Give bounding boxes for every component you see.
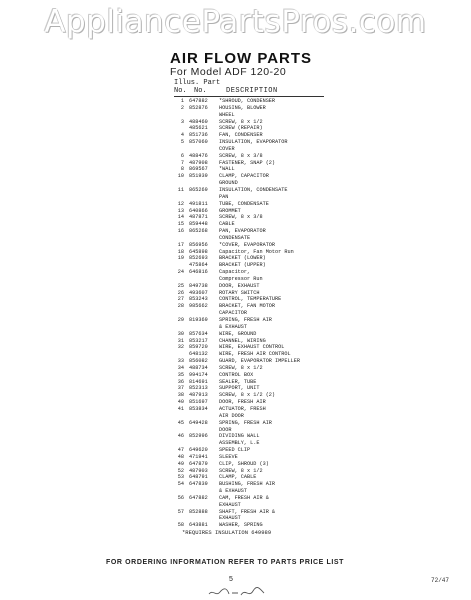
part-description: GUARD, EVAPORATOR IMPELLER: [219, 358, 300, 365]
parts-list: [174, 98, 374, 529]
part-number: 647882: [189, 98, 208, 104]
part-description: SCREW (REPAIR): [219, 125, 263, 132]
part-description: CONTROL BOX: [219, 371, 254, 378]
parts-row: [174, 173, 374, 180]
parts-row: [174, 98, 374, 105]
parts-row: [174, 324, 374, 331]
parts-row: [174, 194, 374, 201]
parts-row: [174, 262, 374, 269]
illus-no: 18: [177, 248, 184, 255]
parts-row: [174, 214, 374, 221]
part-description: SCREW, 8 x 1/2: [219, 118, 263, 125]
part-number: 852996: [189, 433, 208, 440]
parts-row: [174, 365, 374, 372]
parts-row: [174, 221, 374, 228]
illus-no: 56: [177, 494, 184, 501]
part-description: CLIP, SHROUD (3): [219, 460, 269, 467]
part-description: BUSHING, FRESH AIR: [219, 481, 276, 488]
parts-row: [174, 242, 374, 249]
parts-row: [174, 379, 374, 386]
part-number: 857060: [189, 139, 208, 146]
part-number: 985662: [189, 303, 208, 310]
part-number: 471941: [189, 453, 208, 460]
part-description: PAN, EVAPORATOR: [219, 228, 266, 235]
illus-no: 19: [177, 255, 184, 262]
part-description: SHAFT, FRESH AIR &: [219, 508, 276, 515]
parts-row: [174, 201, 374, 208]
part-number: 487908: [189, 159, 208, 166]
part-number: 851736: [189, 132, 208, 139]
part-description: TUBE, CONDENSATE: [219, 200, 269, 207]
parts-row: [174, 474, 374, 481]
part-description: & EXHAUST: [219, 323, 248, 330]
parts-row: [174, 125, 374, 132]
parts-row: [174, 385, 374, 392]
footnote: *REQUIRES INSULATION 649989: [182, 529, 272, 536]
part-description: WHEEL: [219, 111, 235, 118]
part-description: WASHER, SPRING: [219, 522, 263, 529]
page-number: 5: [229, 576, 233, 583]
parts-row: [174, 160, 374, 167]
illus-no: 8: [180, 166, 184, 173]
parts-row: [174, 208, 374, 215]
parts-row: [174, 406, 374, 413]
parts-row: [174, 132, 374, 139]
part-description: SCREW, 8 x 1/2: [219, 364, 263, 371]
part-description: CONTROL, TEMPERATURE: [219, 296, 282, 303]
parts-row: [174, 331, 374, 338]
parts-row: [174, 283, 374, 290]
part-description: *WALL: [219, 166, 235, 173]
illus-no: 38: [177, 392, 184, 399]
column-header-part-no: No.: [194, 87, 207, 95]
illus-no: 40: [177, 399, 184, 406]
part-number: 493607: [189, 289, 208, 296]
part-description: SEALER, TUBE: [219, 378, 257, 385]
part-description: INSULATION, EVAPORATOR: [219, 139, 288, 146]
illus-no: 52: [177, 467, 184, 474]
parts-row: [174, 372, 374, 379]
illus-no: 13: [177, 207, 184, 214]
part-description: DIVIDING WALL: [219, 433, 260, 440]
illus-no: 16: [177, 228, 184, 235]
parts-row: [174, 153, 374, 160]
part-description: WIRE, GROUND: [219, 330, 257, 337]
parts-row: [174, 249, 374, 256]
parts-row: [174, 187, 374, 194]
part-description: SPEED CLIP: [219, 447, 251, 454]
model-subtitle: For Model ADF 120-20: [170, 66, 287, 78]
part-description: DOOR, EXHAUST: [219, 282, 260, 289]
part-number: 647882: [189, 494, 208, 501]
part-number: 865268: [189, 228, 208, 235]
part-description: WIRE, EXHAUST CONTROL: [219, 344, 285, 351]
parts-row: [174, 112, 374, 119]
part-number: 852888: [189, 508, 208, 515]
parts-row: [174, 119, 374, 126]
part-description: ACTUATOR, FRESH: [219, 405, 266, 412]
column-header-no: No.: [174, 87, 187, 95]
parts-row: [174, 166, 374, 173]
part-description: INSULATION, CONDENSATE: [219, 186, 288, 193]
part-number: 859720: [189, 344, 208, 351]
illus-no: 10: [177, 173, 184, 180]
illus-no: 7: [180, 159, 184, 166]
page-title: AIR FLOW PARTS: [170, 50, 313, 67]
parts-row: [174, 515, 374, 522]
part-number: 852693: [189, 255, 208, 262]
illus-no: 26: [177, 289, 184, 296]
part-description: SCREW, 8 x 3/8: [219, 152, 263, 159]
part-description: BRACKET (LOWER): [219, 255, 266, 262]
parts-row: [174, 105, 374, 112]
part-number: 647839: [189, 481, 208, 488]
parts-row: [174, 447, 374, 454]
illus-no: 14: [177, 214, 184, 221]
parts-row: [174, 461, 374, 468]
part-description: Capacitor, Fan Motor Run: [219, 248, 294, 255]
part-number: 491811: [189, 200, 208, 207]
illus-no: 57: [177, 508, 184, 515]
parts-row: [174, 276, 374, 283]
part-number: 485621: [189, 125, 208, 132]
parts-row: [174, 481, 374, 488]
illus-no: 49: [177, 460, 184, 467]
header-divider: [174, 96, 324, 97]
illus-no: 53: [177, 474, 184, 481]
parts-row: [174, 440, 374, 447]
parts-row: [174, 509, 374, 516]
part-description: *COVER, EVAPORATOR: [219, 241, 276, 248]
watermark: AppliancePartsPros.com: [44, 4, 427, 40]
part-description: BRACKET, FAN MOTOR: [219, 303, 276, 310]
illus-no: 31: [177, 337, 184, 344]
part-number: 852313: [189, 385, 208, 392]
part-description: FASTENER, SNAP (2): [219, 159, 276, 166]
parts-row: [174, 235, 374, 242]
part-number: 869567: [189, 166, 208, 173]
part-description: Capacitor,: [219, 269, 251, 276]
part-number: 851939: [189, 173, 208, 180]
part-number: 488734: [189, 364, 208, 371]
part-number: 488460: [189, 118, 208, 125]
part-description: SPRING, FRESH AIR: [219, 317, 272, 323]
part-number: 849738: [189, 282, 208, 289]
illus-no: 37: [177, 385, 184, 392]
part-number: 852876: [189, 104, 208, 111]
part-description: ASSEMBLY, L.E: [219, 440, 260, 447]
illus-no: 36: [177, 378, 184, 385]
part-number: 853217: [189, 337, 208, 344]
illus-no: 46: [177, 433, 184, 440]
part-description: HOUSING, BLOWER: [219, 104, 266, 111]
illus-no: 35: [177, 371, 184, 378]
date-code: 72/47: [431, 577, 450, 584]
part-number: 819369: [189, 317, 208, 323]
part-description: CLAMP, CABLE: [219, 474, 257, 481]
parts-row: [174, 358, 374, 365]
part-number: 814691: [189, 378, 208, 385]
part-description: FAN, CONDENSER: [219, 132, 263, 139]
illus-no: 17: [177, 241, 184, 248]
part-number: 475864: [189, 262, 208, 269]
parts-row: [174, 433, 374, 440]
part-number: 643881: [189, 522, 208, 529]
part-number: 647879: [189, 460, 208, 467]
illus-no: 54: [177, 481, 184, 488]
part-description: SCREW, 8 x 1/2: [219, 467, 263, 474]
illus-no: 12: [177, 200, 184, 207]
illus-no: 45: [177, 419, 184, 426]
illus-no: 27: [177, 296, 184, 303]
illus-no: 33: [177, 358, 184, 365]
illus-no: 2: [180, 104, 184, 111]
parts-row: [174, 296, 374, 303]
part-description: SCREW, 8 x 1/2 (2): [219, 392, 276, 399]
part-description: SUPPORT, UNIT: [219, 385, 260, 392]
part-description: *SHROUD, CONDENSER: [219, 98, 276, 104]
part-number: 853834: [189, 405, 208, 412]
part-description: SPRING, FRESH AIR: [219, 419, 272, 426]
part-number: 851697: [189, 399, 208, 406]
part-number: 649428: [189, 419, 208, 426]
part-number: 640866: [189, 207, 208, 214]
part-description: ROTARY SWITCH: [219, 289, 260, 296]
illus-no: 29: [177, 317, 184, 323]
illus-no: 11: [177, 186, 184, 193]
part-description: GROUND: [219, 180, 238, 187]
part-number: 648132: [189, 351, 208, 358]
part-description: BRACKET (UPPER): [219, 262, 266, 269]
illus-no: 4: [180, 132, 184, 139]
illus-no: 48: [177, 453, 184, 460]
parts-row: [174, 139, 374, 146]
parts-row: [174, 420, 374, 427]
part-number: 487913: [189, 392, 208, 399]
part-description: CONDENSATE: [219, 234, 251, 241]
parts-row: [174, 317, 374, 324]
parts-row: [174, 427, 374, 434]
parts-row: [174, 413, 374, 420]
parts-row: [174, 228, 374, 235]
part-description: DOOR: [219, 426, 232, 433]
parts-row: [174, 338, 374, 345]
column-header-description: DESCRIPTION: [226, 87, 278, 95]
illus-no: 30: [177, 330, 184, 337]
part-number: 646816: [189, 269, 208, 276]
illus-no: 47: [177, 447, 184, 454]
parts-row: [174, 454, 374, 461]
parts-row: [174, 290, 374, 297]
illus-no: 5: [180, 139, 184, 146]
illus-no: 25: [177, 282, 184, 289]
parts-row: [174, 255, 374, 262]
parts-row: [174, 399, 374, 406]
part-description: COVER: [219, 145, 235, 152]
ordering-note: FOR ORDERING INFORMATION REFER TO PARTS PRICE LIST: [106, 559, 345, 566]
illus-no: 41: [177, 405, 184, 412]
part-number: 648791: [189, 474, 208, 481]
parts-row: [174, 351, 374, 358]
parts-row: [174, 146, 374, 153]
illus-no: 6: [180, 152, 184, 159]
part-description: WIRE, FRESH AIR CONTROL: [219, 351, 291, 358]
part-description: CLAMP, CAPACITOR: [219, 173, 269, 180]
illus-no: 34: [177, 364, 184, 371]
part-number: 856956: [189, 241, 208, 248]
illus-no: 3: [180, 118, 184, 125]
parts-row: [174, 180, 374, 187]
part-number: 649620: [189, 447, 208, 454]
part-number: 857634: [189, 330, 208, 337]
part-description: PAN: [219, 193, 229, 200]
part-description: AIR DOOR: [219, 412, 244, 419]
part-description: DOOR, FRESH AIR: [219, 399, 266, 406]
part-number: 865269: [189, 186, 208, 193]
parts-row: [174, 269, 374, 276]
part-number: 487903: [189, 467, 208, 474]
illus-no: 15: [177, 221, 184, 228]
part-description: CHANNEL, WIRING: [219, 337, 266, 344]
illus-no: 28: [177, 303, 184, 310]
part-description: CABLE: [219, 221, 235, 228]
part-description: CAPACITOR: [219, 310, 248, 317]
part-number: 859448: [189, 221, 208, 228]
part-description: GROMMET: [219, 207, 241, 214]
part-description: Compressor Run: [219, 275, 263, 282]
part-description: EXHAUST: [219, 501, 241, 508]
parts-row: [174, 502, 374, 509]
part-description: SCREW, 8 x 3/8: [219, 214, 263, 221]
parts-row: [174, 392, 374, 399]
illus-no: 32: [177, 344, 184, 351]
part-description: EXHAUST: [219, 515, 241, 522]
part-number: 856082: [189, 358, 208, 365]
parts-row: [174, 495, 374, 502]
illus-no: 58: [177, 522, 184, 529]
parts-row: [174, 303, 374, 310]
part-number: 994174: [189, 371, 208, 378]
handwritten-mark: [207, 585, 267, 599]
part-description: CAM, FRESH AIR &: [219, 494, 269, 501]
parts-row: [174, 310, 374, 317]
illus-no: 24: [177, 269, 184, 276]
column-header-illus-part: Illus. Part: [174, 79, 221, 87]
part-description: SLEEVE: [219, 453, 238, 460]
parts-row: [174, 488, 374, 495]
parts-row: [174, 468, 374, 475]
part-number: 488476: [189, 152, 208, 159]
part-number: 853243: [189, 296, 208, 303]
part-number: 645898: [189, 248, 208, 255]
parts-row: [174, 344, 374, 351]
illus-no: 1: [180, 98, 184, 104]
part-description: & EXHAUST: [219, 488, 248, 495]
part-number: 487871: [189, 214, 208, 221]
